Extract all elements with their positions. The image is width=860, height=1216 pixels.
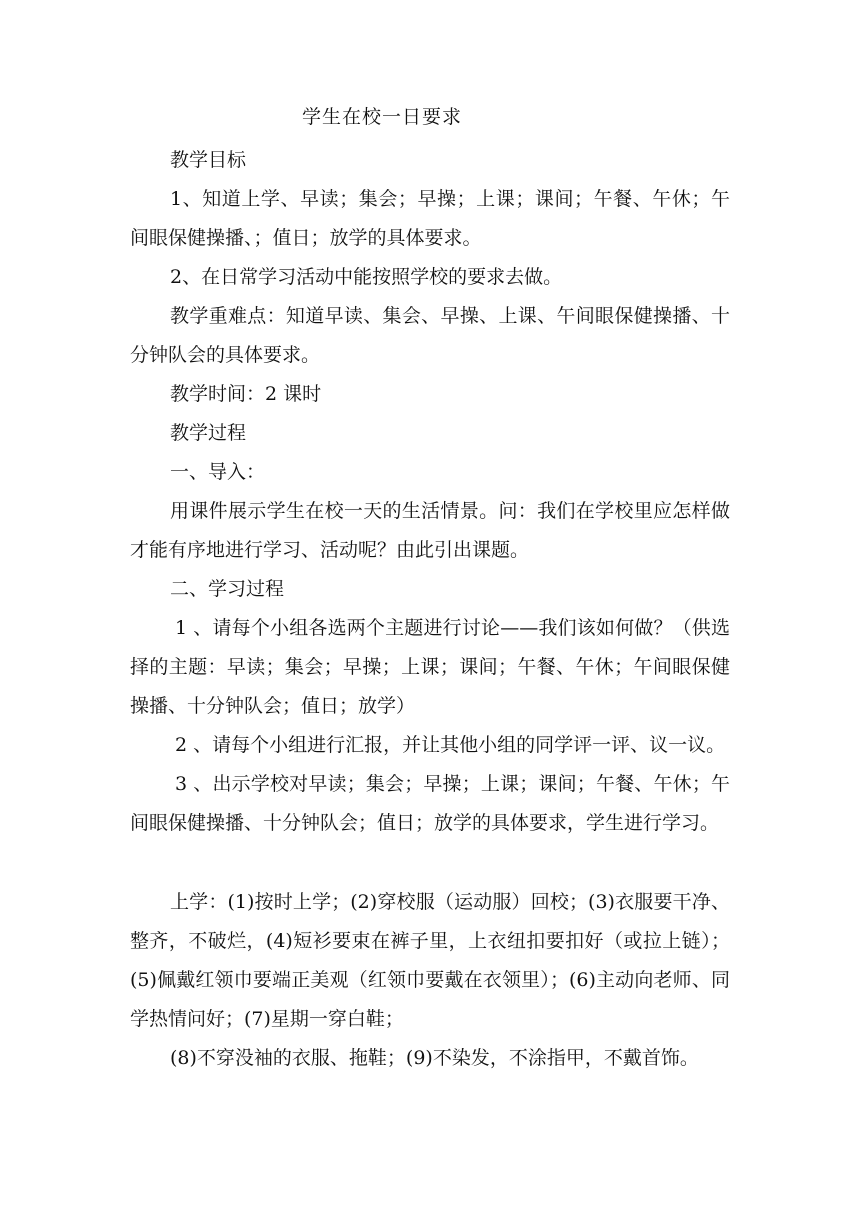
school-rules-paragraph: 上学：(1)按时上学；(2)穿校服（运动服）回校；(3)衣服要干净、整齐，不破烂，(4)短衫要束在裤子里，上衣纽扣要扣好（或拉上链）；(5)佩戴红领巾要端正美观（红领巾要戴在衣领里）；(6)主动向老师、同学热情问好；(7)星期一穿白鞋； bbox=[130, 891, 730, 1030]
objective-2: 2、在日常学习活动中能按照学校的要求去做。 bbox=[170, 266, 563, 288]
teaching-time: 教学时间：2 课时 bbox=[170, 383, 322, 405]
document-title: 学生在校一日要求 bbox=[302, 106, 463, 128]
school-rules-continued: (8)不穿没袖的衣服、拖鞋；(9)不染发，不涂指甲，不戴首饰。 bbox=[170, 1047, 699, 1069]
section-heading-objectives: 教学目标 bbox=[170, 149, 247, 171]
section-heading-learning: 二、学习过程 bbox=[170, 578, 285, 600]
key-points: 教学重难点：知道早读、集会、早操、上课、午间眼保健操播、十分钟队会的具体要求。 bbox=[130, 305, 730, 366]
intro-paragraph: 用课件展示学生在校一天的生活情景。问：我们在学校里应怎样做才能有序地进行学习、活动呢？由此引出课题。 bbox=[130, 500, 730, 561]
learning-step-2: 2 、请每个小组进行汇报，并让其他小组的同学评一评、议一议。 bbox=[175, 734, 726, 756]
objective-1: 1、知道上学、早读；集会；早操；上课；课间；午餐、午休；午间眼保健操播、；值日；放学的具体要求。 bbox=[130, 188, 730, 249]
section-heading-process: 教学过程 bbox=[170, 422, 247, 444]
learning-step-3: 3 、出示学校对早读；集会；早操；上课；课间；午餐、午休；午间眼保健操播、十分钟队会；值日；放学的具体要求，学生进行学习。 bbox=[130, 773, 730, 834]
section-heading-intro: 一、导入： bbox=[170, 461, 266, 483]
learning-step-1: 1 、请每个小组各选两个主题进行讨论——我们该如何做？（供选择的主题：早读；集会；早操；上课；课间；午餐、午休；午间眼保健操播、十分钟队会；值日；放学） bbox=[130, 617, 730, 717]
